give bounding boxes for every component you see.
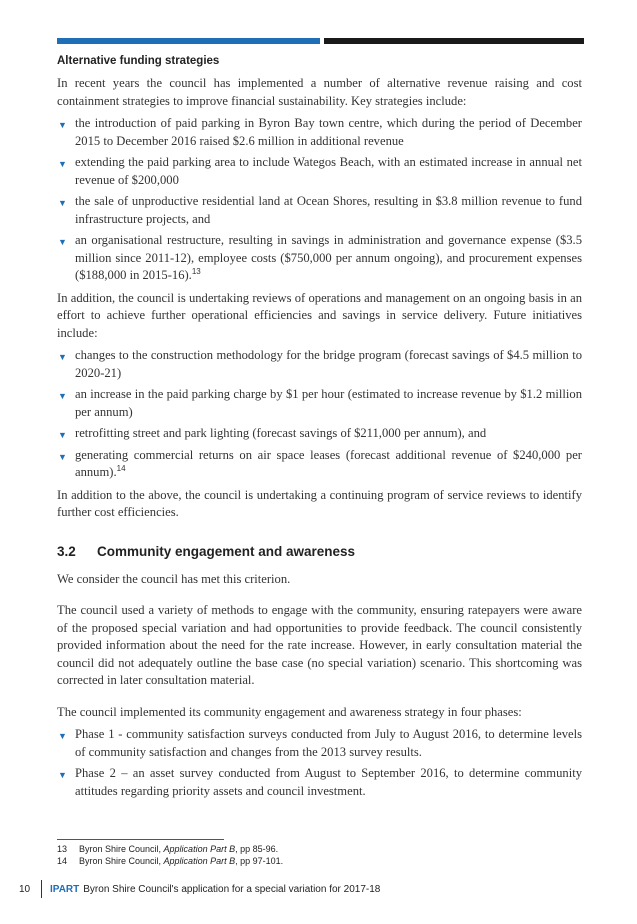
section-title: Community engagement and awareness — [97, 543, 356, 559]
triangle-bullet-icon: ▼ — [58, 120, 67, 130]
section-number: 3.2 — [57, 543, 76, 559]
list-item: ▼ retrofitting street and park lighting (forecast savings of $211,000 per annum), and — [57, 425, 582, 443]
subheading: Alternative funding strategies — [57, 55, 220, 67]
list-item: ▼ an increase in the paid parking charge by $1 per hour (estimated to increase revenue by $1.2 million per annum) — [58, 387, 582, 419]
bullet-list-initiatives — [57, 347, 582, 482]
paragraph: In addition to the above, the council is undertaking a continuing program of service reviews to identify further cost efficiencies. — [57, 487, 582, 519]
list-item: ▼ the sale of unproductive residential land at Ocean Shores, resulting in $3.8 million revenue to fund infrastructure projects, and — [58, 194, 582, 226]
triangle-bullet-icon: ▼ — [58, 430, 67, 440]
paragraph: The council implemented its community engagement and awareness strategy in four phases: — [57, 704, 522, 719]
footnote-ref[interactable]: 13 — [191, 266, 201, 276]
page-footer — [19, 879, 380, 899]
list-item: ▼ an organisational restructure, resulting in savings in administration and governance expense ($3.5 million since 2011-12), employee costs ($750,000 per annum ongoing), and procurement expenses ($188,000 in 2015-16).$^{13}$ — [58, 233, 582, 282]
bullet-list-phases — [57, 726, 582, 800]
main-content — [57, 55, 582, 805]
footer-title: Byron Shire Council's application for a special variation for 2017-18 — [83, 883, 381, 895]
footer-divider — [41, 880, 42, 898]
footnotes — [57, 843, 577, 867]
triangle-bullet-icon: ▼ — [58, 159, 67, 169]
footnote-ref[interactable]: 14 — [116, 463, 126, 473]
section-heading — [57, 544, 582, 559]
page-number: 10 — [19, 883, 31, 895]
footnote-divider — [57, 839, 224, 840]
list-item: ▼ changes to the construction methodology for the bridge program (forecast savings of $4.5 million to 2020-21) — [58, 348, 582, 380]
footnote: 14 Byron Shire Council, Application Part B, pp 97-101. — [57, 856, 284, 866]
triangle-bullet-icon: ▼ — [58, 391, 67, 401]
triangle-bullet-icon: ▼ — [58, 198, 67, 208]
list-item: ▼ the introduction of paid parking in Byron Bay town centre, which during the period of December 2015 to December 2016 raised $2.6 million in additional revenue — [58, 116, 582, 148]
paragraph: The council used a variety of methods to engage with the community, ensuring ratepayers were aware of the proposed special variation and had opportunities to provide feedback. The council consistently provided information about the need for the rate increase. However, in early consultation material the council did not adequately outline the base case (no special variation) scenario. This shortcoming was corrected in later consultation material. — [57, 603, 582, 687]
header-accent-bar — [57, 38, 320, 44]
footnote: 13 Byron Shire Council, Application Part B, pp 85-96. — [57, 844, 279, 854]
triangle-bullet-icon: ▼ — [58, 731, 67, 741]
list-item: ▼ Phase 2 – an asset survey conducted from August to September 2016, to determine community attitudes regarding priority assets and council investment. — [58, 766, 582, 798]
paragraph: We consider the council has met this criterion. — [57, 571, 291, 586]
triangle-bullet-icon: ▼ — [58, 237, 67, 247]
bullet-list-strategies — [57, 115, 582, 285]
list-item: ▼ generating commercial returns on air space leases (forecast additional revenue of $240,000 per annum).$^{14}$ — [58, 447, 582, 479]
list-item: ▼ Phase 1 - community satisfaction surveys conducted from July to August 2016, to determine levels of community satisfaction and changes from the 2013 survey results. — [58, 727, 582, 759]
org-name: IPART — [50, 883, 80, 895]
header-dark-bar — [324, 38, 584, 44]
triangle-bullet-icon: ▼ — [58, 451, 67, 462]
list-item: ▼ extending the paid parking area to include Wategos Beach, with an estimated increase in annual net revenue of $200,000 — [58, 155, 582, 187]
paragraph: In addition, the council is undertaking reviews of operations and management on an ongoing basis in an effort to achieve further operational efficiencies and savings in service delivery. Future initiatives include: — [57, 290, 582, 340]
triangle-bullet-icon: ▼ — [58, 352, 67, 362]
triangle-bullet-icon: ▼ — [58, 770, 67, 780]
paragraph: In recent years the council has implemented a number of alternative revenue raising and cost containment strategies to improve financial sustainability. Key strategies include: — [57, 76, 582, 108]
